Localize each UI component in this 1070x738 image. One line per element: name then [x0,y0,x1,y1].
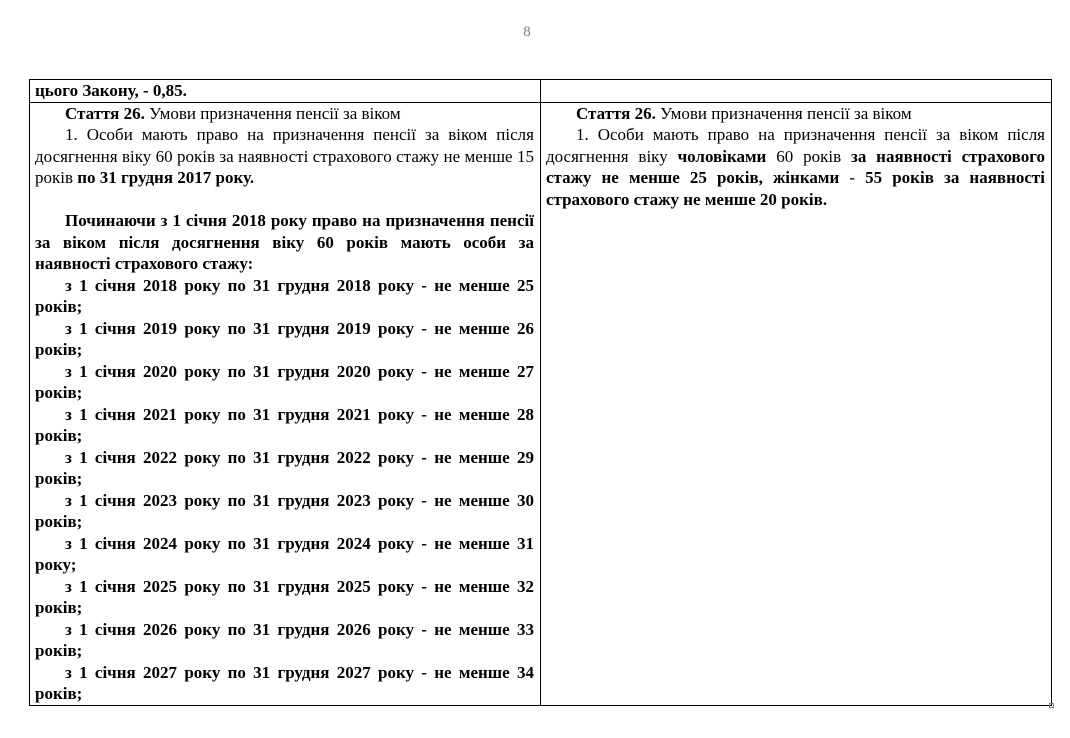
right-article-cell [540,102,1051,705]
left-article-cell [30,102,541,705]
article-title: Умови призначення пенсії за віком [655,103,912,123]
paragraph-text: - [839,168,866,187]
paragraph-text: 1. Особи мають право на призначення пенсії за віком після досягнення віку [545,125,1045,166]
table-row [30,102,1052,705]
page-number: 8 [523,24,531,40]
list-item: з 1 січня 2018 року по 31 грудня 2018 року - не менше 25 років; [35,275,534,316]
table-cell-right [540,80,1051,103]
comparison-table [29,79,1052,706]
list-item: з 1 січня 2026 року по 31 грудня 2026 року - не менше 33 років; [35,619,534,660]
table-row [30,80,1052,103]
article-number: Стаття 26. [65,103,145,123]
list-item: з 1 січня 2022 року по 31 грудня 2022 року - не менше 29 років; [35,447,534,488]
article-paragraph-1-proposed [546,124,1045,210]
table-cell-left [30,80,541,103]
paragraph-text: 1. Особи мають право на призначення пенсії за віком після досягнення віку 60 років за наявності страхового стажу не менше 15 років [35,125,534,187]
article-heading-left [35,103,534,125]
paragraph-spacer [35,189,534,211]
list-item: з 1 січня 2027 року по 31 грудня 2027 року - не менше 34 років; [35,662,534,703]
article-paragraph-2: Починаючи з 1 січня 2018 року право на призначення пенсії за віком після досягнення віку 60 років мають особи за наявності страхового стажу: [35,211,534,273]
paragraph-text: 60 років [766,146,851,166]
article-number: Стаття 26. [575,103,656,123]
list-item: з 1 січня 2019 року по 31 грудня 2019 року - не менше 26 років; [35,318,534,359]
article-paragraph-1 [35,124,534,189]
paragraph-bold-text: 55 років за наявності страхового стажу не менше 20 років. [545,168,1046,209]
article-title: Умови призначення пенсії за віком [144,103,401,123]
table-resize-handle[interactable] [1049,703,1054,708]
list-item: з 1 січня 2023 року по 31 грудня 2023 року - не менше 30 років; [35,490,534,531]
list-item: з 1 січня 2025 року по 31 грудня 2025 року - не менше 32 років; [35,576,534,617]
continuation-text: цього Закону, - 0,85. [35,81,187,100]
paragraph-bold-text: по 31 грудня 2017 року. [77,168,255,187]
list-item: з 1 січня 2024 року по 31 грудня 2024 року - не менше 31 року; [35,533,534,574]
list-item: з 1 січня 2021 року по 31 грудня 2021 року - не менше 28 років; [35,404,534,445]
paragraph-bold-text: чоловіками [677,146,767,166]
paragraph-bold-text: за наявності страхового стажу не менше 25 років, жінками [545,146,1045,187]
stazh-schedule-list [35,275,534,705]
article-heading-right [546,103,1045,125]
list-item: з 1 січня 2020 року по 31 грудня 2020 року - не менше 27 років; [35,361,534,402]
